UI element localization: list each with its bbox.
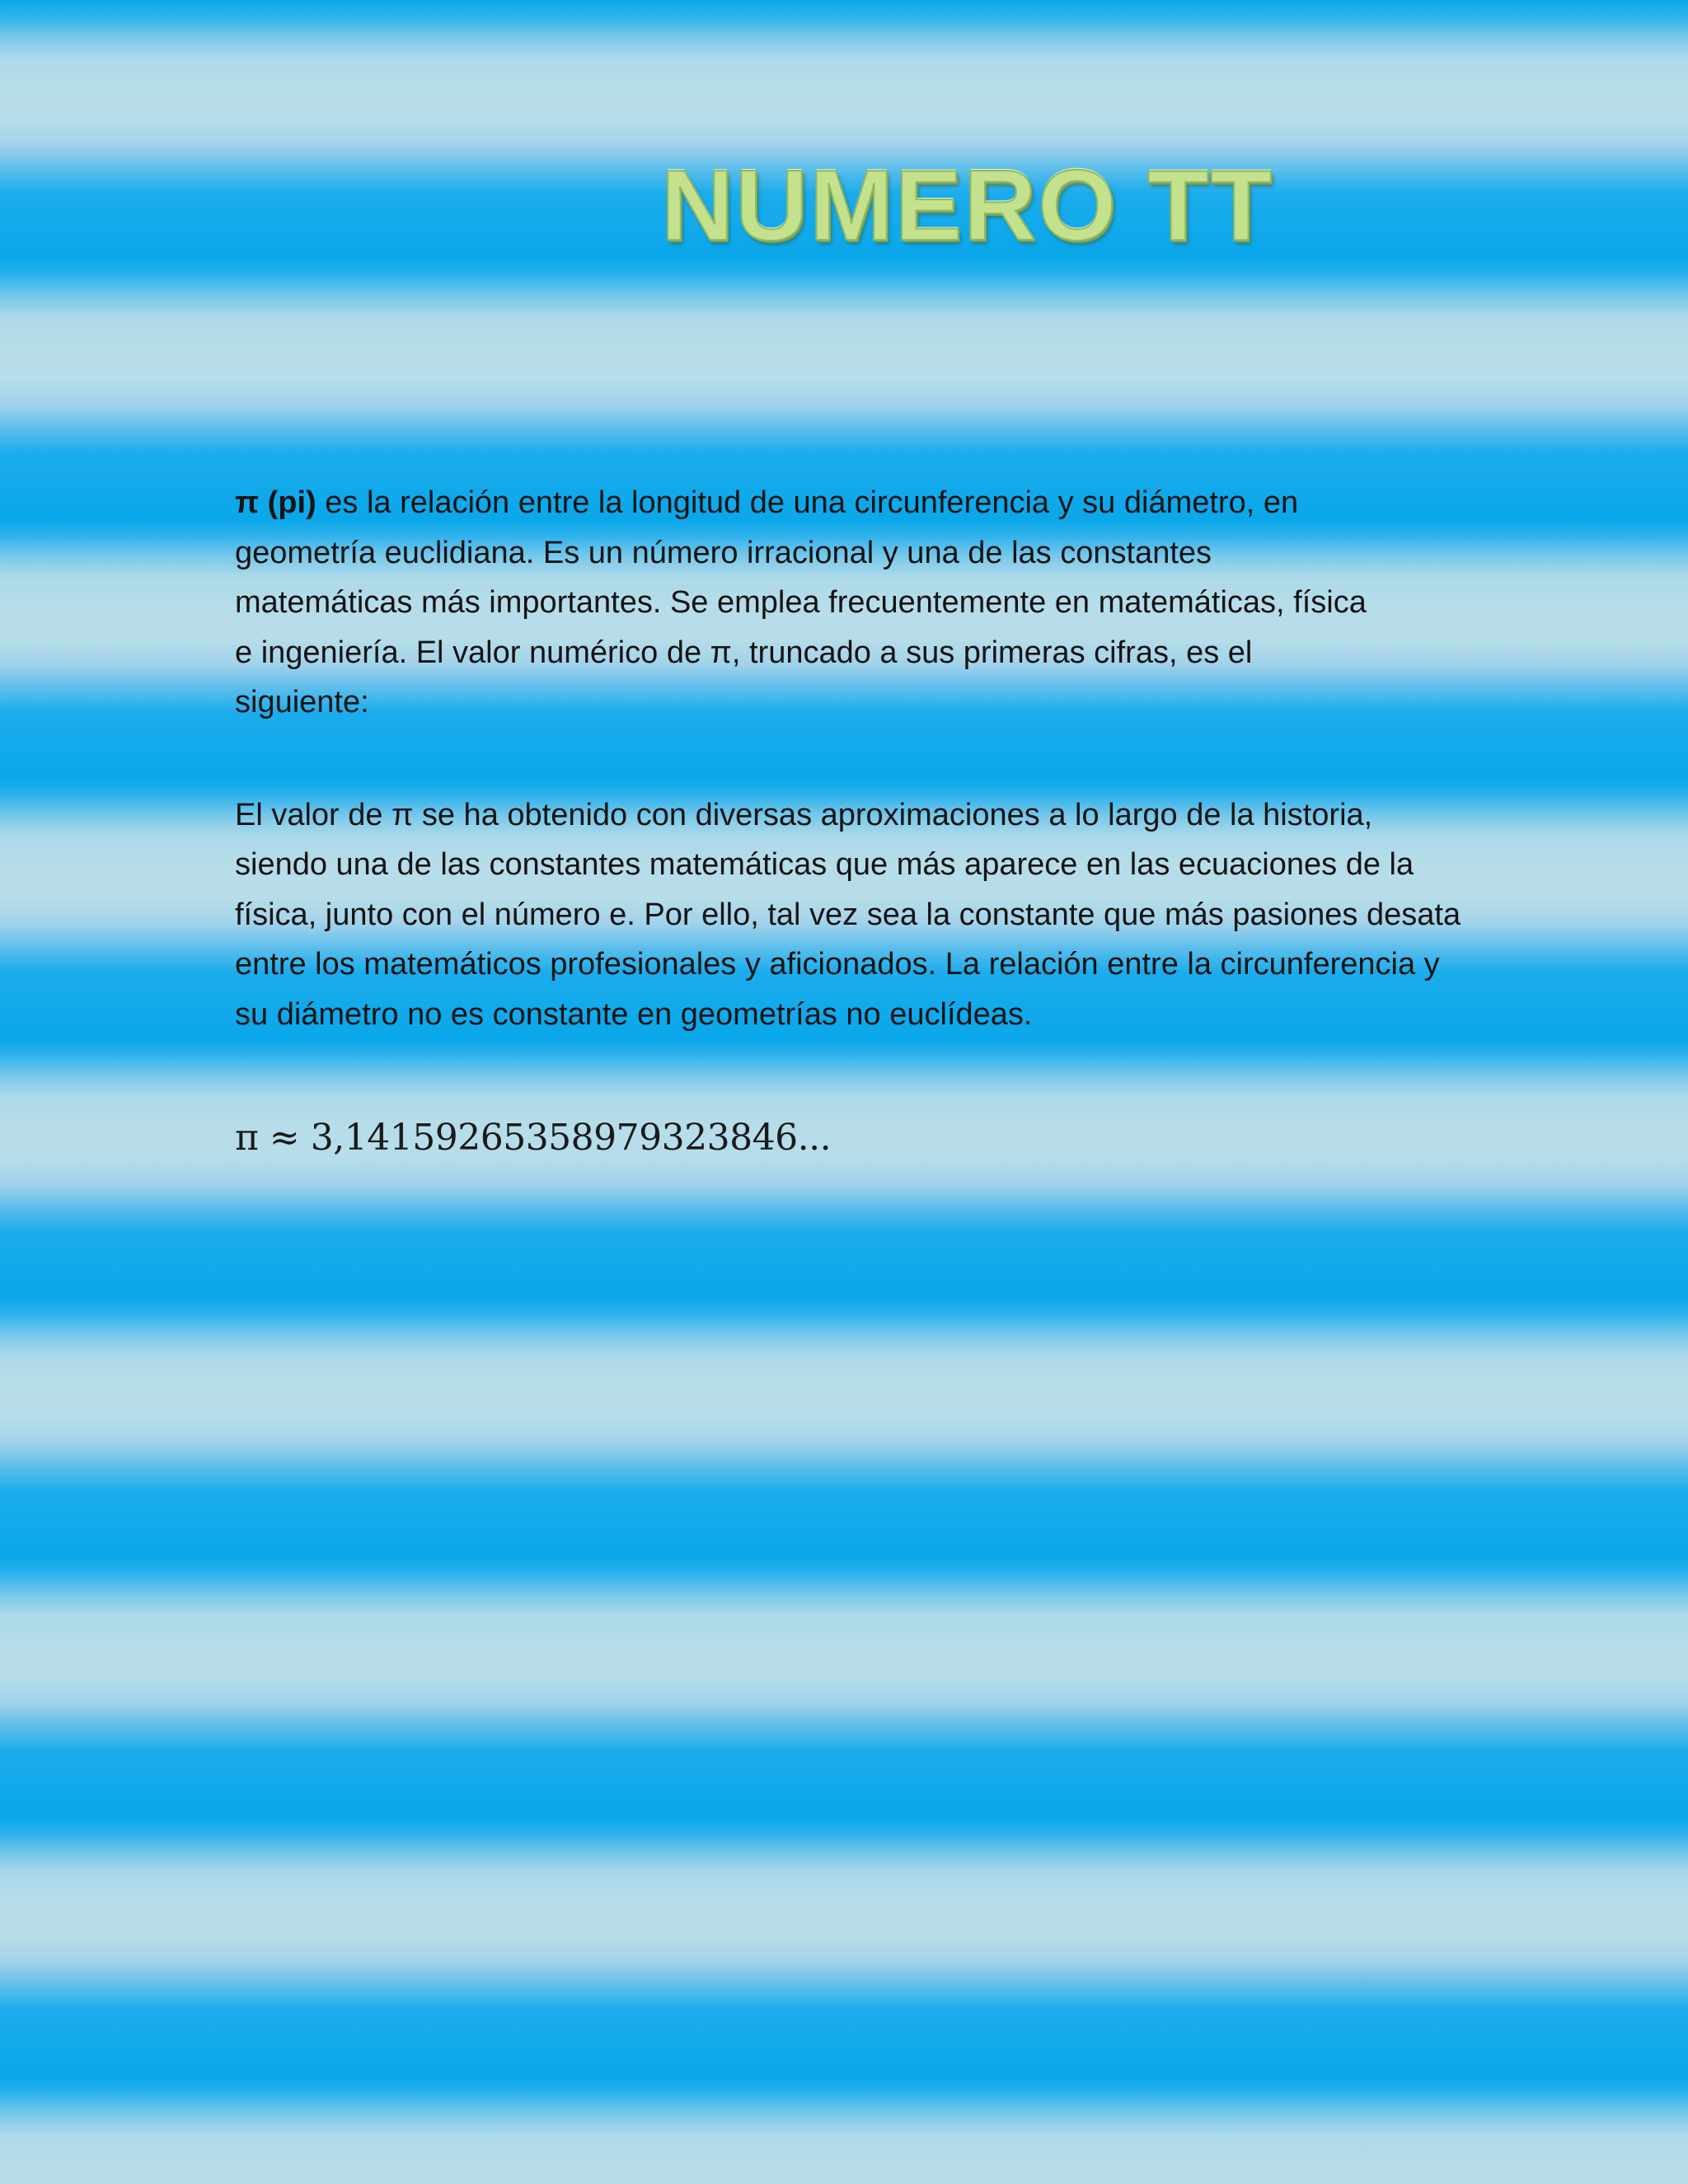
page-title: NUMERO TT — [661, 149, 1274, 261]
pi-term: π (pi) — [235, 485, 316, 520]
intro-text: es la relación entre la longitud de una circunferencia y su diámetro, en geometría euclidiana. Es un número irracional y una de las constantes matemáticas más importantes. Se emplea frecuentemente en matemáticas, física e ingeniería. El valor numérico de π, truncado a sus primeras cifras, es el siguiente: — [235, 485, 1367, 719]
document-body — [235, 478, 1471, 1163]
history-paragraph: El valor de π se ha obtenido con diversas aproximaciones a lo largo de la historia, siendo una de las constantes matemáticas que más aparece en las ecuaciones de la física, junto con el número e. Por ello, tal vez sea la constante que más pasiones desata entre los matemáticos profesionales y aficionados. La relación entre la circunferencia y su diámetro no es constante en geometrías no euclídeas. — [235, 797, 1461, 1032]
pi-formula: π ≈ 3,14159265358979323846... — [235, 1117, 832, 1159]
intro-paragraph — [235, 478, 1372, 728]
